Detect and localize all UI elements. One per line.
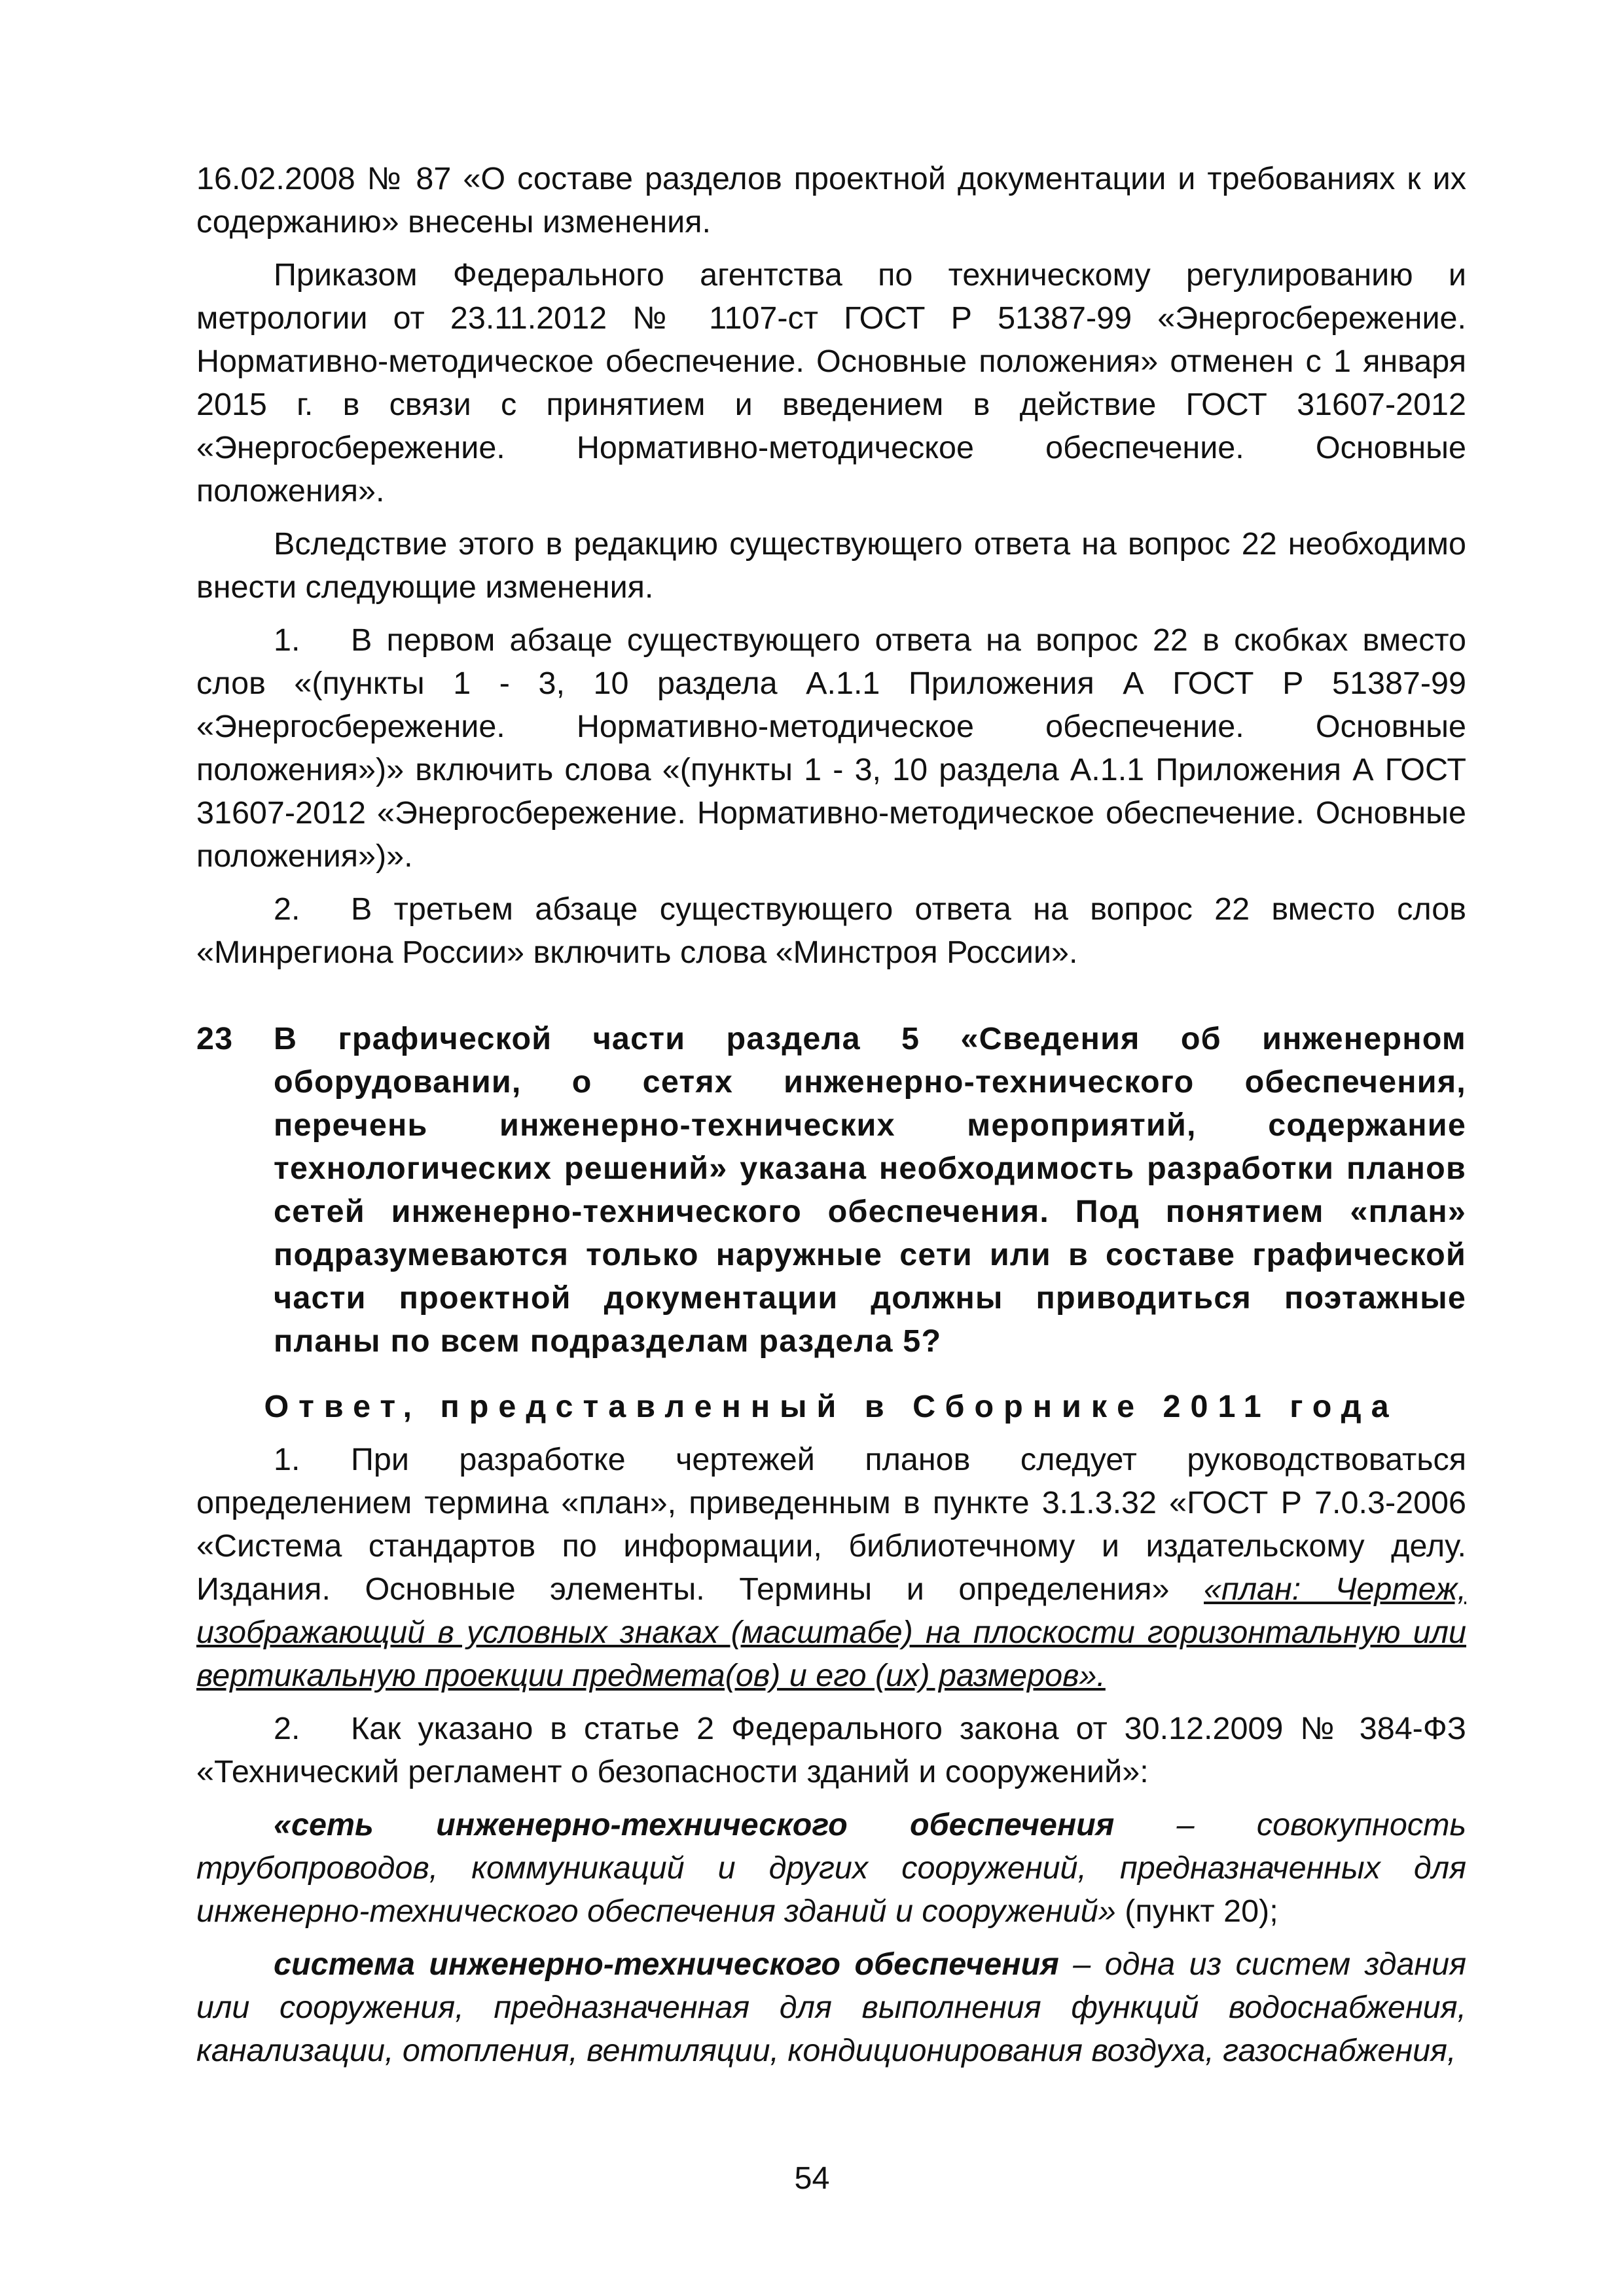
answer-heading: Ответ, представленный в Сборнике 2011 года	[264, 1389, 1399, 1424]
change-item-number: 1.	[274, 622, 300, 658]
answer-item-1	[196, 1438, 1466, 1697]
answer-item-2	[196, 1707, 1466, 1793]
question-number: 23	[196, 1021, 234, 1056]
change-item-text: В третьем абзаце существующего ответа на вопрос 22 вместо слов «Минрегиона России» включить слова «Минстроя России».	[196, 891, 1466, 970]
definition-body: – совокупность трубопроводов, коммуникаций и других сооружений, предназначенных для инженерно-технического обеспечения зданий и сооружений»	[196, 1807, 1466, 1929]
definition-reference: (пункт 20);	[1115, 1893, 1278, 1929]
definition-body: – одна из систем здания или сооружения, предназначенная для выполнения функций водоснабжения, канализации, отопления, вентиляции, кондиционирования воздуха, газоснабжения,	[196, 1946, 1466, 2068]
question-text: В графической части раздела 5 «Сведения об инженерном оборудовании, о сетях инженерно-технического обеспечения, перечень инженерно-технических мероприятий, содержание технологических решений» указана необходимость разработки планов сетей инженерно-технического обеспечения. Под понятием «план» подразумеваются только наружные сети или в составе графической части проектной документации должны приводиться поэтажные планы по всем подразделам раздела 5?	[274, 1021, 1466, 1359]
question-block	[196, 1017, 1466, 1363]
definition-term: система инженерно-технического обеспечения	[274, 1946, 1059, 1982]
answer-item-number: 1.	[274, 1442, 300, 1477]
consequence-paragraph: Вследствие этого в редакцию существующего ответа на вопрос 22 необходимо внести следующие изменения.	[196, 526, 1466, 605]
definition-network	[196, 1803, 1466, 1933]
order-paragraph: Приказом Федерального агентства по техническому регулированию и метрологии от 23.11.2012 № 1107-ст ГОСТ Р 51387-99 «Энергосбережение. Нормативно-методическое обеспечение. Основные положения» отменен с 1 января 2015 г. в связи с принятием и введением в действие ГОСТ 31607-2012 «Энергосбережение. Нормативно-методическое обеспечение. Основные положения».	[196, 257, 1466, 509]
definition-term: «сеть инженерно-технического обеспечения	[274, 1807, 1115, 1842]
document-page	[196, 157, 1466, 2072]
change-item-text: В первом абзаце существующего ответа на вопрос 22 в скобках вместо слов «(пункты 1 - 3, 10 раздела А.1.1 Приложения А ГОСТ Р 51387-99 «Энергосбережение. Нормативно-методическое обеспечение. Основные положения»)» включить слова «(пункты 1 - 3, 10 раздела А.1.1 Приложения А ГОСТ 31607-2012 «Энергосбережение. Нормативно-методическое обеспечение. Основные положения»)».	[196, 622, 1466, 874]
plan-definition-quote: «план: Чертеж, изображающий в условных знаках (масштабе) на плоскости горизонтальную или вертикальную проекции предмета(ов) и его (их) размеров».	[196, 1571, 1466, 1693]
answer-item-number: 2.	[274, 1711, 300, 1746]
change-item-1	[196, 619, 1466, 878]
definition-system	[196, 1943, 1466, 2072]
answer-item-text: При разработке чертежей планов следует руководствоваться определением термина «план», приведенным в пункте 3.1.3.32 «ГОСТ Р 7.0.3-2006 «Система стандартов по информации, библиотечному и издательскому делу. Издания. Основные элементы. Термины и определения»	[196, 1442, 1466, 1607]
change-item-number: 2.	[274, 891, 300, 927]
change-item-2	[196, 888, 1466, 974]
continuation-paragraph: 16.02.2008 № 87 «О составе разделов проектной документации и требованиях к их содержанию» внесены изменения.	[196, 161, 1466, 240]
page-number: 54	[794, 2161, 830, 2196]
answer-item-text: Как указано в статье 2 Федерального закона от 30.12.2009 № 384-ФЗ «Технический регламент о безопасности зданий и сооружений»:	[196, 1711, 1466, 1789]
